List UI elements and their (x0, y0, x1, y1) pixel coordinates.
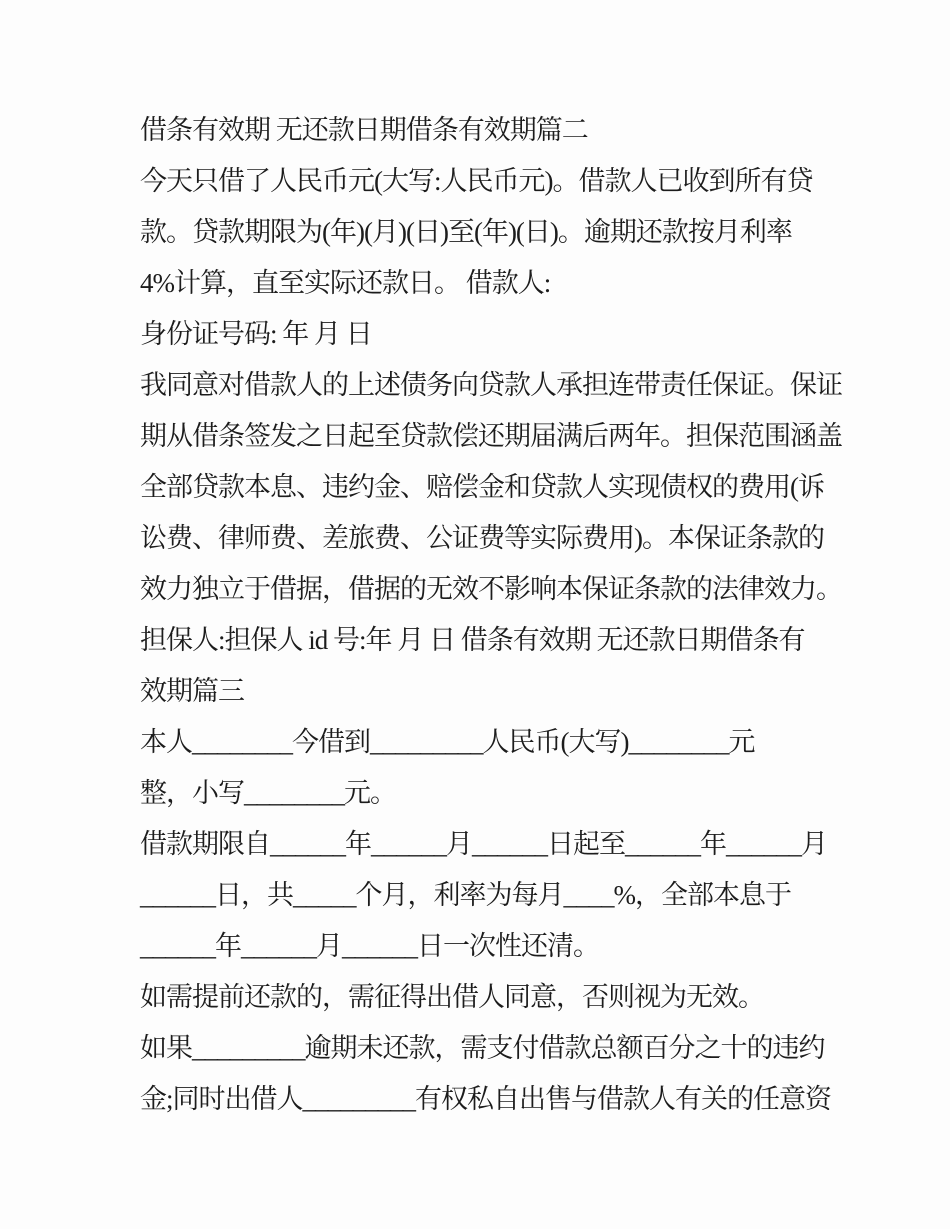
document-line-blank-form: 本人________今借到_________人民币(大写)________元 (140, 727, 755, 757)
document-line-blank-form: 如果_________逾期未还款，需支付借款总额百分之十的违约 (140, 1033, 825, 1063)
document-text-block (140, 105, 842, 1125)
document-line-title-part2: 借条有效期 无还款日期借条有效期篇二 (140, 115, 588, 145)
document-line: 今天只借了人民币元(大写:人民币元)。借款人已收到所有贷 (140, 166, 813, 196)
document-line-blank-form: 整，小写________元。 (140, 778, 396, 808)
document-line-blank-form: ______年______月______日一次性还清。 (140, 931, 599, 961)
document-line: 款。贷款期限为(年)(月)(日)至(年)(日)。逾期还款按月利率 (140, 217, 792, 247)
document-line: 担保人:担保人 id 号:年 月 日 借条有效期 无还款日期借条有 (140, 625, 805, 655)
document-line: 如需提前还款的，需征得出借人同意，否则视为无效。 (140, 982, 764, 1012)
document-line: 全部贷款本息、违约金、赔偿金和贷款人实现债权的费用(诉 (140, 472, 824, 502)
document-line-blank-form: ______日，共_____个月，利率为每月____%，全部本息于 (140, 880, 791, 910)
document-line-blank-form: 借款期限自______年______月______日起至______年______月 (140, 829, 827, 859)
document-line: 讼费、律师费、差旅费、公证费等实际费用)。本保证条款的 (140, 523, 824, 553)
document-line: 身份证号码: 年 月 日 (140, 319, 372, 349)
document-line-title-part3: 效期篇三 (140, 676, 244, 706)
document-line: 我同意对借款人的上述债务向贷款人承担连带责任保证。保证 (140, 370, 842, 400)
document-line: 期从借条签发之日起至贷款偿还期届满后两年。担保范围涵盖 (140, 421, 842, 451)
document-line: 效力独立于借据，借据的无效不影响本保证条款的法律效力。 (140, 574, 842, 604)
document-line: 4%计算，直至实际还款日。 借款人: (140, 268, 551, 298)
document-line-blank-form: 金;同时出借人_________有权私自出售与借款人有关的任意资 (140, 1084, 832, 1114)
